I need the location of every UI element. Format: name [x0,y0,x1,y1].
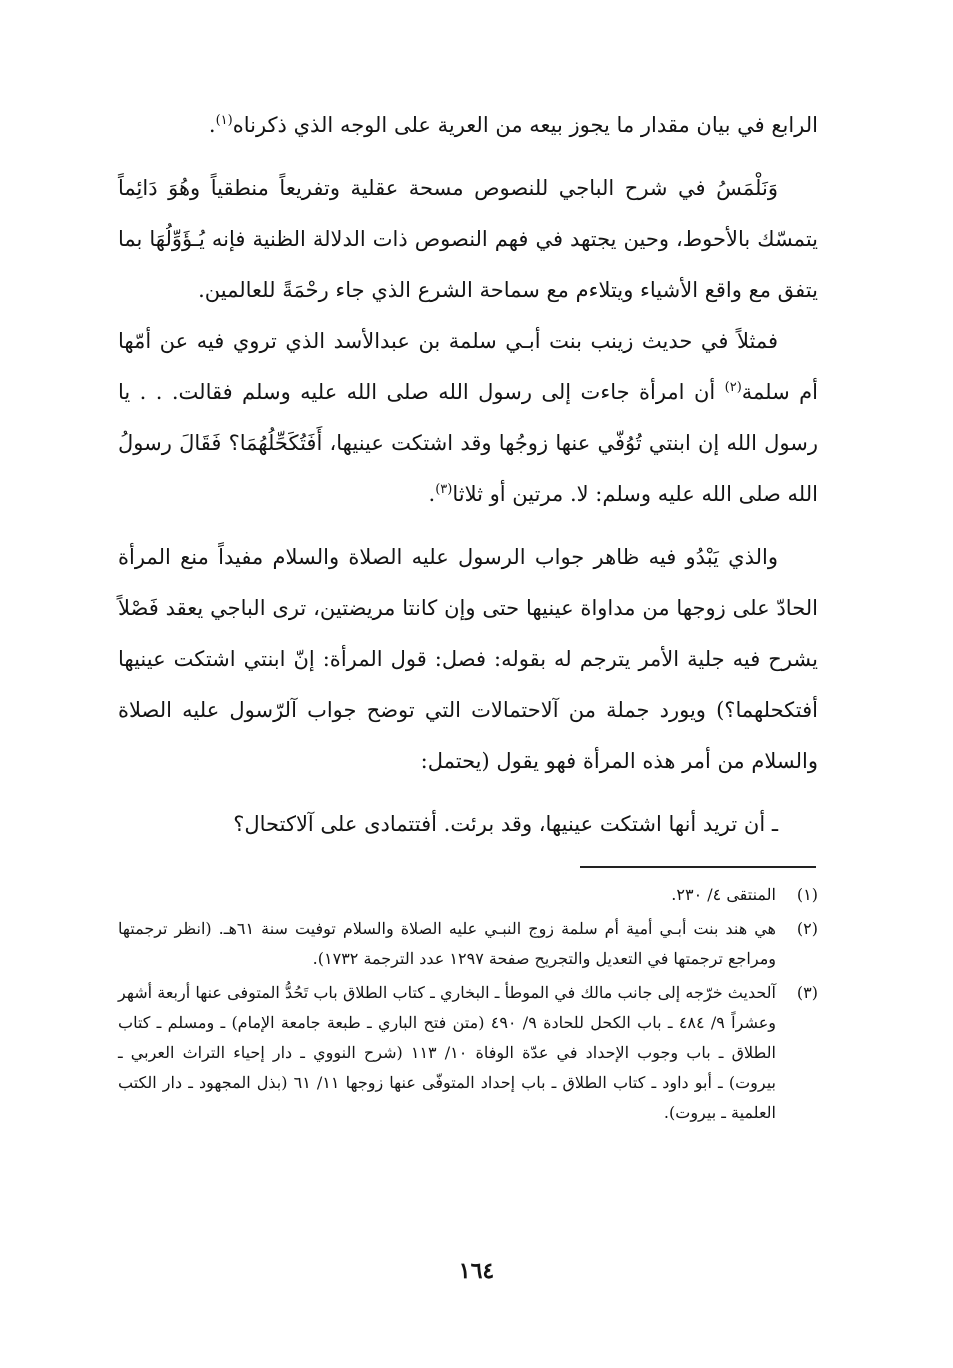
footnote-text: هي هند بنت أبـي أمية أم سلمة زوج النبـي عليه الصلاة والسلام توفيت سنة ٦١هـ. (انظر ترجمتها ومراجع ترجمتها في التعديل والتجريح صفحة ١٢٩٧ عدد الترجمة ١٧٣٢). [118,919,776,968]
footnote-ref-3: (٣) [435,482,453,497]
paragraph-1-text: الرابع في بيان مقدار ما يجوز بيعه من العرية على الوجه الذي ذكرناه [232,113,818,137]
paragraph-2: وَنَلْمَسُ في شرح الباجي للنصوص مسحة عقلية وتفريعاً منطقياً وهُوَ دَائِماً يتمسّك بالأحوط، وحين يجتهد في فهم النصوص ذات الدلالة الظنية فإنه يُـؤَوِّلُهَا بما يتفق مع واقع الأشياء ويتلاءم مع سماحة الشرع الذي جاء رحْمَةً للعالمين. [118,176,818,302]
footnote-ref-2: (٢) [724,380,742,395]
footnote-ref-1: (١) [215,113,233,128]
paragraph-3-end: . [428,482,436,506]
paragraph-3-text-a: فمثلاً في حديث زينب بنت أبـي سلمة بن عبدالأسد الذي تروي فيه عن أمّها أم سلمة [118,329,818,404]
paragraph-4: والذي يَبْدُو فيه ظاهر جواب الرسول عليه الصلاة والسلام مفيداً منع المرأة الحادّ على زوجها من مداواة عينيها حتى وإن كانتا مريضتين، ترى الباجي يعقد فَصْلاً يشرح فيه جلية الأمر يترجم له بقوله: فصل: قول المرأة: إنّ ابنتي اشتكت عينيها أفتكحلهما؟) ويورد جملة من آلاحتمالات التي توضح جواب آلرّسول عليه الصلاة والسلام من أمر هذه المرأة فهو يقول (يحتمل: [118,545,818,773]
footnote-text: المنتقى ٤/ ٢٣٠. [671,885,776,904]
footnote-separator [580,866,816,868]
main-text [118,100,818,850]
paragraph-1 [118,100,818,151]
footnote-number: (١) [796,885,818,904]
footnote-3 [118,978,818,1128]
footnote-number: (٣) [796,983,818,1002]
page-number: ١٦٤ [458,1258,495,1284]
paragraph-1-end: . [208,113,216,137]
paragraph-5: ـ أن تريد أنها اشتكت عينيها، وقد برئت. أفتتمادى على آلاكتحال؟ [233,812,778,836]
footnote-number: (٢) [796,919,818,938]
footnote-2 [118,914,818,974]
footnote-1 [118,880,818,910]
footnote-text: آلحديث خرّجه إلى جانب مالك في الموطأ ـ البخاري ـ كتاب الطلاق باب تَحُدُّ المتوفى عنها أربعة أشهر وعشراً ٩/ ٤٨٤ ـ باب الكحل للحادة ٩/ ٤٩٠ (متن فتح الباري ـ طبعة جامعة الإمام) ـ ومسلم ـ كتاب الطلاق ـ باب وجوب الإحداد في عدّة الوفاة ١٠/ ١١٣ (شرح النووي ـ دار إحياء التراث العربي ـ بيروت) ـ أبو داود ـ كتاب الطلاق ـ باب إحداد المتوفّى عنها زوجها ١١/ ٦١ (بذل المجهود ـ دار الكتب العلمية ـ بيروت). [118,983,777,1122]
paragraph-3 [118,316,818,520]
footnotes [118,880,818,1128]
paragraph-3-text-b: أن امرأة جاءت إلى رسول الله صلى الله عليه وسلم فقالت. . . يا رسول الله إن ابنتي تُوُفّي عنها زوجُها وقد اشتكت عينيها، أَفَتُكَحِّلُهُمَا؟ فَقَالَ رسولُ الله صلى الله عليه وسلم: لا. مرتين أو ثلاثا [118,380,818,506]
